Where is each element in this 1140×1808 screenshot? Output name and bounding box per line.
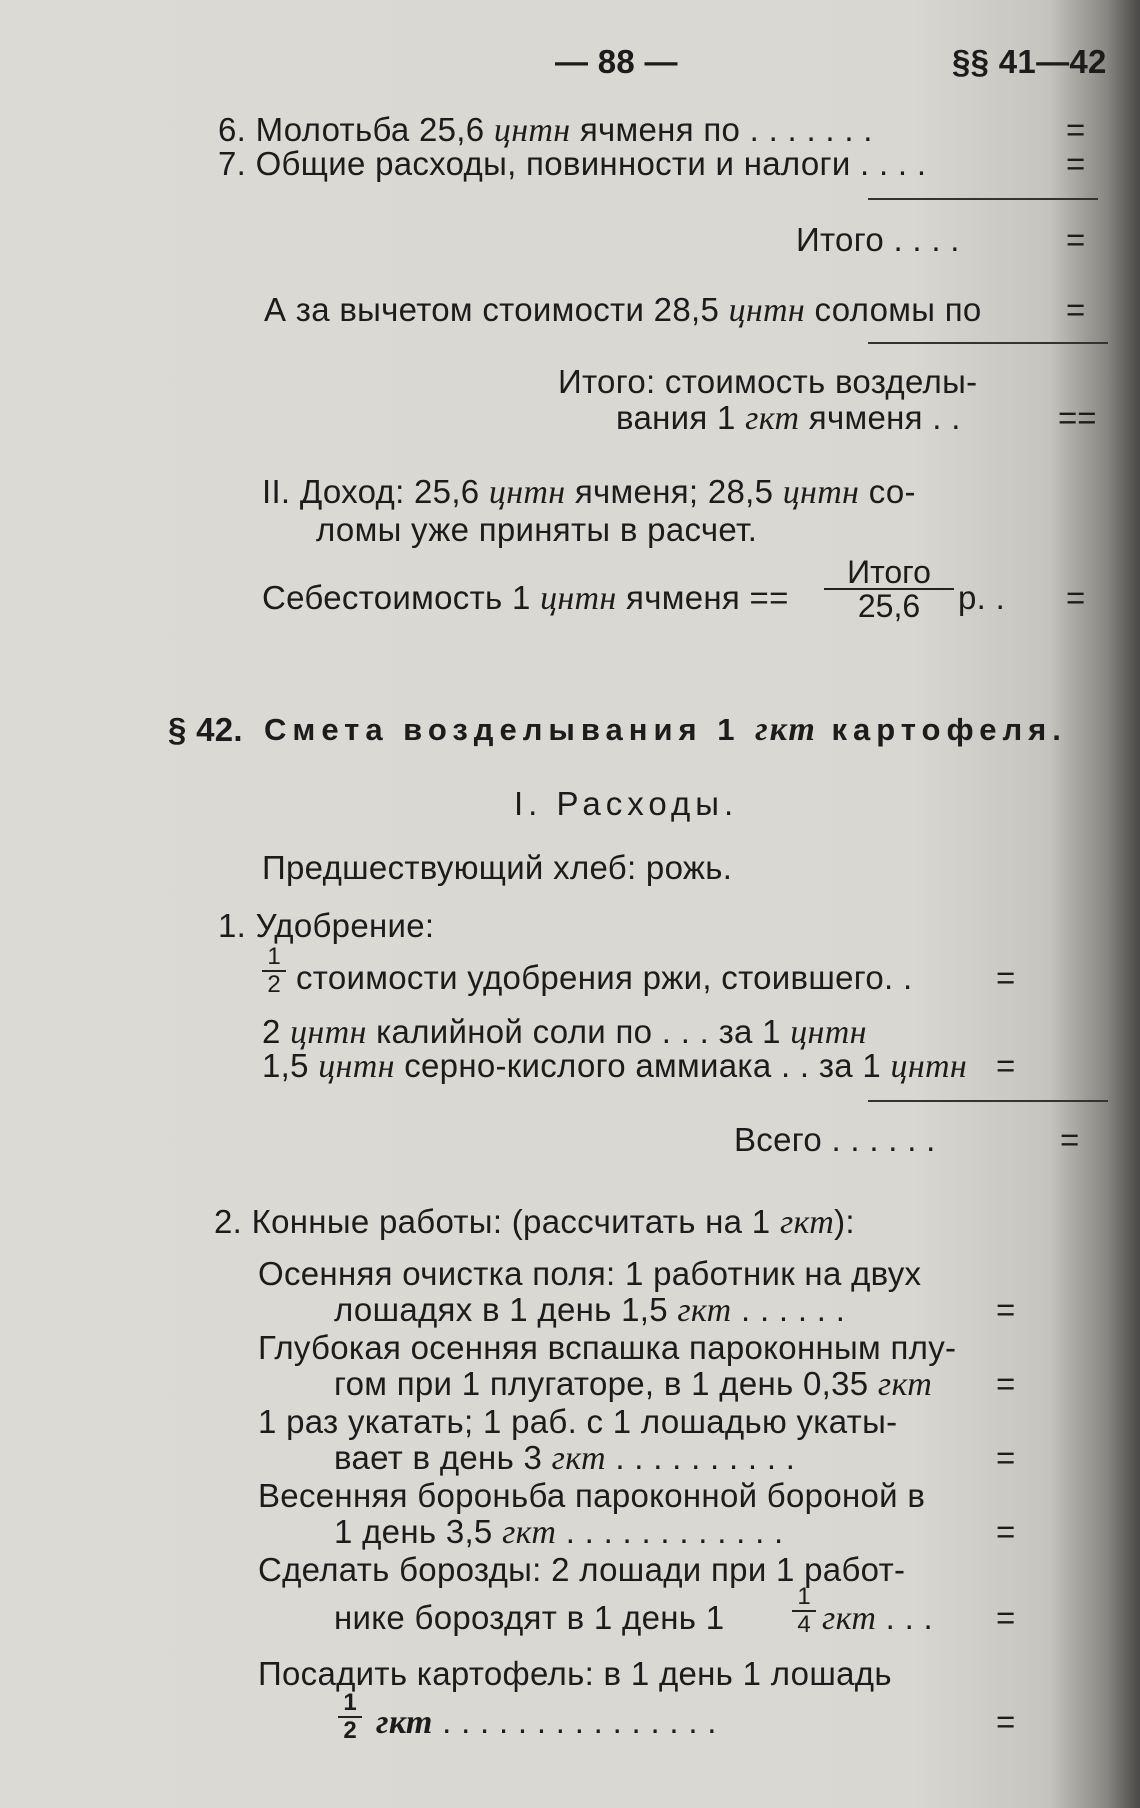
fraction-numerator: Итого — [847, 554, 931, 590]
fraction-denominator: 2 — [267, 971, 281, 998]
item-7-line: 7. Общие расходы, повинности и налоги . . . . — [218, 145, 927, 182]
item-6-text: 6. Молотьба 25,6 — [218, 111, 494, 148]
work-dots: . . . . . . . . . . . . . . . — [432, 1703, 717, 1740]
cost-line-2 — [616, 400, 961, 437]
horse-work-heading — [214, 1204, 855, 1241]
income-line-2: ломы уже приняты в расчет. — [316, 511, 758, 548]
unit-label: цнтн — [493, 112, 571, 149]
unit-label: цнтн — [318, 1048, 395, 1085]
horse-work-text: 2. Конные работы: (рассчитать на 1 — [214, 1203, 780, 1240]
cost-text: вания 1 — [616, 399, 746, 436]
unit-label: гкт — [677, 1292, 732, 1329]
work-4-line-1: Весенняя бороньба пароконной бороной в — [258, 1477, 926, 1514]
fertilizer-line-3 — [262, 1048, 967, 1085]
unit-label: гкт — [755, 711, 817, 748]
equals-sign: = — [996, 1703, 1016, 1740]
work-2-line-2 — [334, 1366, 932, 1403]
item-6-text-end: ячменя по . . . . . . . — [570, 111, 873, 148]
unit-label: цнтн — [488, 474, 566, 511]
work-6-line-1: Посадить картофель: в 1 день 1 лошадь — [258, 1655, 892, 1692]
equals-sign: = — [996, 1291, 1016, 1328]
section-42-number: § 42. — [168, 711, 243, 748]
equals-sign: = — [996, 1513, 1016, 1550]
work-dots: . . . — [876, 1599, 933, 1636]
equals-sign: = — [1066, 111, 1086, 148]
fraction-denominator: 2 — [343, 1717, 357, 1744]
unit-label: гкт — [551, 1440, 606, 1477]
work-text: 1 день 3,5 — [334, 1513, 503, 1550]
expenses-heading: I. Расходы. — [514, 785, 739, 822]
equals-sign: = — [996, 1439, 1016, 1476]
work-5-unit-line — [822, 1600, 933, 1637]
fertilizer-heading: 1. Удобрение: — [218, 907, 435, 944]
work-text: вает в день 3 — [334, 1439, 552, 1476]
income-text-end: со- — [859, 473, 916, 510]
fertilizer-text-mid: калийной соли по . . . за 1 — [366, 1013, 791, 1050]
equals-sign: = — [1066, 291, 1086, 328]
self-cost-text-end: ячменя — [616, 579, 741, 616]
income-text-mid: ячменя; 28,5 — [565, 473, 783, 510]
self-cost-line: Себестоимость 1 цнтн ячменя == — [262, 579, 789, 617]
fertilizer-line-1: стоимости удобрения ржи, стоившего. . — [296, 959, 913, 996]
section-42-title — [264, 712, 1067, 748]
fertilizer-text: 1,5 — [262, 1047, 319, 1084]
work-1-line-1: Осенняя очистка поля: 1 работник на двух — [258, 1255, 922, 1292]
sum-rule — [868, 1100, 1108, 1102]
self-cost-text: Себестоимость 1 — [262, 579, 541, 616]
work-2-line-1: Глубокая осенняя вспашка пароконным плу- — [258, 1329, 957, 1366]
previous-crop-line: Предшествующий хлеб: рожь. — [262, 849, 733, 886]
equals-sign: = — [1066, 579, 1086, 616]
equals-sign: = — [996, 1365, 1016, 1402]
unit-label: гкт — [745, 400, 800, 437]
work-dots: . . . . . . — [731, 1291, 846, 1328]
income-line-1 — [262, 474, 916, 511]
fertilizer-line-2 — [262, 1014, 867, 1051]
equals-sign: = — [996, 1047, 1016, 1084]
page-number: — 88 — — [555, 43, 678, 80]
section-range: §§ 41—42 — [952, 43, 1107, 80]
unit-label: гкт — [376, 1704, 433, 1741]
work-dots: . . . . . . . . . . . . — [556, 1513, 784, 1550]
sum-rule — [868, 342, 1108, 344]
equals-sign: = — [996, 959, 1016, 996]
self-cost-tail: р. . — [958, 579, 1006, 616]
unit-label: гкт — [502, 1514, 557, 1551]
deduction-text: А за вычетом стоимости 28,5 — [264, 291, 729, 328]
fraction-numerator: 1 — [797, 1583, 811, 1610]
quarter-fraction — [792, 1584, 816, 1638]
work-3-line-1: 1 раз укатать; 1 раб. с 1 лошадью укаты- — [258, 1403, 898, 1440]
cost-text-end: ячменя . . — [799, 399, 961, 436]
fraction-numerator: 1 — [343, 1689, 357, 1716]
fertilizer-total: Всего . . . . . . — [734, 1121, 936, 1158]
unit-label: цнтн — [290, 1014, 367, 1051]
work-4-line-2 — [334, 1514, 784, 1551]
half-fraction — [338, 1690, 362, 1744]
unit-label: цнтн — [890, 1048, 968, 1085]
deduction-line — [264, 292, 982, 329]
equals-sign: = — [1066, 221, 1086, 258]
unit-label: цнтн — [790, 1014, 867, 1051]
work-dots: . . . . . . . . . . — [605, 1439, 796, 1476]
deduction-text-end: соломы по — [805, 291, 982, 328]
unit-label: гкт — [822, 1600, 877, 1637]
item-6-line — [218, 112, 873, 149]
work-3-line-2 — [334, 1440, 795, 1477]
work-5-line-1: Сделать борозды: 2 лошади при 1 работ- — [258, 1551, 906, 1588]
unit-label: гкт — [779, 1204, 835, 1241]
self-cost-fraction — [824, 556, 954, 622]
fraction-denominator: 4 — [797, 1611, 811, 1638]
section-title-text-end: картофеля. — [816, 712, 1067, 747]
income-text: II. Доход: 25,6 — [262, 473, 489, 510]
horse-work-text-end: ): — [834, 1203, 855, 1240]
work-1-line-2 — [334, 1292, 845, 1329]
work-5-line-2: нике бороздят в 1 день 1 — [334, 1599, 725, 1636]
cost-line-1: Итого: стоимость возделы- — [558, 363, 978, 400]
work-6-line-2 — [376, 1704, 717, 1741]
fertilizer-text-mid: серно-кислого аммиака . . за 1 — [394, 1047, 891, 1084]
half-fraction — [262, 944, 286, 998]
fraction-denominator: 25,6 — [857, 588, 921, 624]
unit-label: цнтн — [540, 580, 617, 617]
unit-label: цнтн — [728, 292, 806, 329]
unit-label: цнтн — [782, 474, 860, 511]
work-text: лошадях в 1 день 1,5 — [334, 1291, 678, 1328]
equals-sign: = — [1066, 145, 1086, 182]
unit-label: гкт — [877, 1366, 933, 1403]
equals-sign: = — [1060, 1121, 1080, 1158]
section-title-text: Смета возделывания 1 — [264, 712, 756, 747]
equals-sign: == — [1058, 399, 1097, 436]
work-text: гом при 1 плугаторе, в 1 день 0,35 — [334, 1365, 878, 1402]
fraction-numerator: 1 — [267, 943, 281, 970]
total-line: Итого . . . . — [796, 221, 960, 258]
equals-sign: = — [996, 1599, 1016, 1636]
sum-rule — [868, 198, 1098, 200]
fertilizer-text: 2 — [262, 1013, 291, 1050]
